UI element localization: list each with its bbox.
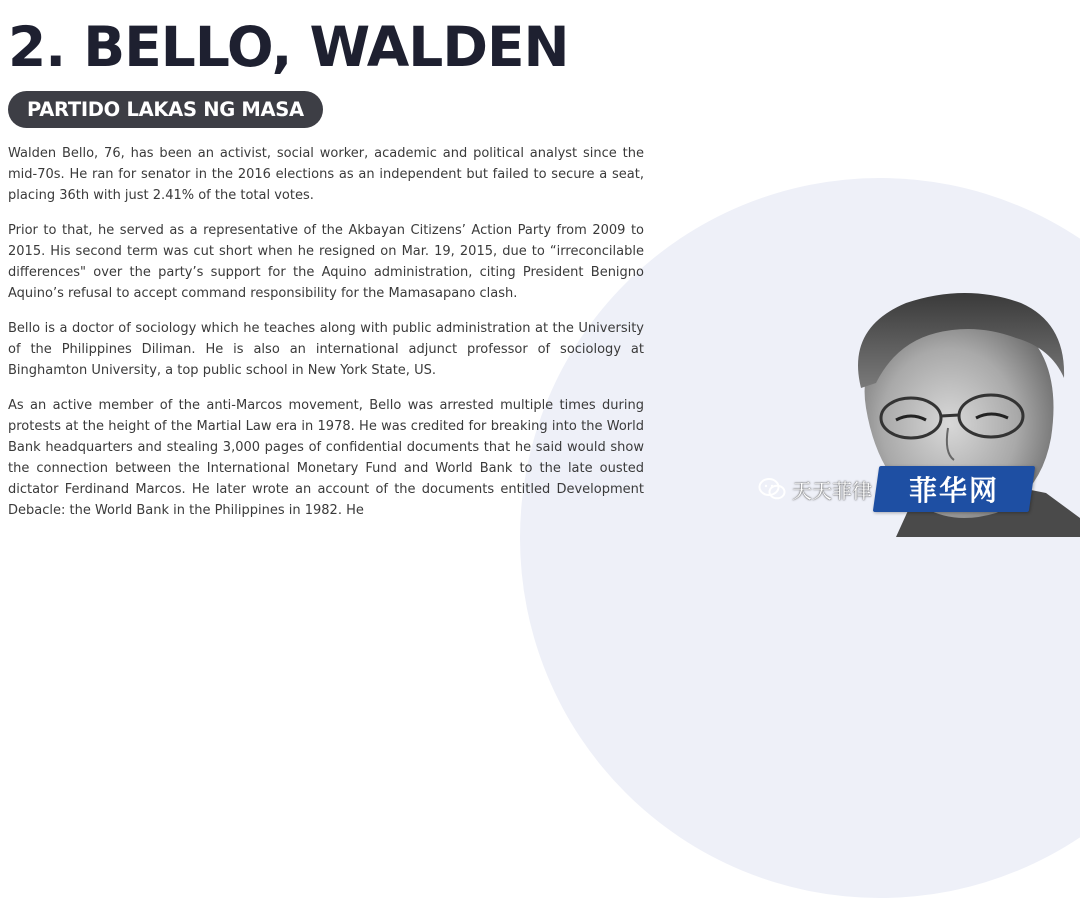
article-body (8, 143, 644, 535)
watermark-account: 天天菲律 (792, 478, 872, 503)
watermark (758, 466, 1032, 512)
brand-logo (873, 466, 1035, 512)
paragraph-4: As an active member of the anti-Marcos movement, Bello was arrested multiple times during protests at the height of the Martial Law era in 1978. He was credited for breaking into the World Bank headquarters and stealing 3,000 pages of confidential documents that he said would show the connection between the International Monetary Fund and World Bank to the late ousted dictator Ferdinand Marcos. He later wrote an account of the documents entitled Development Debacle: the World Bank in the Philippines in 1982. He (8, 398, 644, 518)
brand-logo-text: 菲华网 (908, 474, 999, 507)
paragraph-2: Prior to that, he served as a representative of the Akbayan Citizens’ Action Party from 2009 to 2015. His second term was cut short when he resigned on Mar. 19, 2015, due to “irreconcilable differences" over the party’s support for the Aquino administration, citing President Benigno Aquino’s refusal to accept command responsibility for the Mamasapano clash. (8, 223, 644, 301)
page-title: 2. BELLO, WALDEN (8, 15, 569, 79)
paragraph-3: Bello is a doctor of sociology which he teaches along with public administration at the University of the Philippines Diliman. He is also an international adjunct professor of sociology at Binghamton University, a top public school in New York State, US. (8, 321, 644, 378)
paragraph-1: Walden Bello, 76, has been an activist, social worker, academic and political analyst since the mid-70s. He ran for senator in the 2016 elections as an independent but failed to secure a seat, placing 36th with just 2.41% of the total votes. (8, 146, 644, 203)
party-badge: PARTIDO LAKAS NG MASA (8, 91, 323, 128)
wechat-icon (758, 477, 786, 501)
